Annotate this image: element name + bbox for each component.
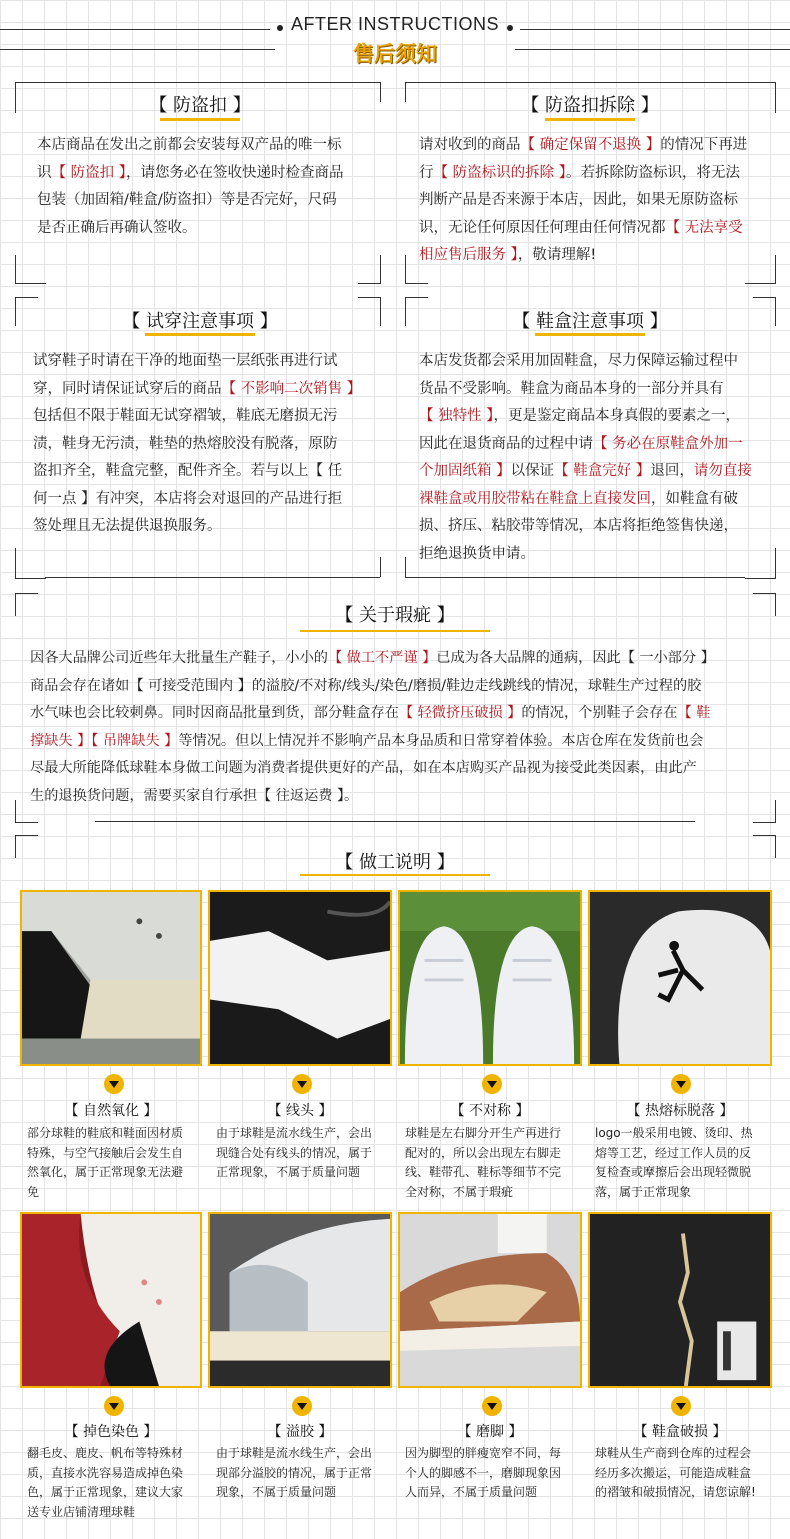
text-span: 因各大品牌公司近些年大批量生产鞋子，小小的 xyxy=(30,650,328,666)
text-span: 识，无论任何原因任何理由任何情况都 xyxy=(419,219,666,236)
text-span: 水气味也会比较刺鼻。同时因商品批量到货，部分鞋盒存在 xyxy=(30,705,399,721)
text-line xyxy=(37,160,377,188)
workmanship-item-text xyxy=(595,1444,775,1503)
text-line: 全对称，不属于瑕疵 xyxy=(405,1184,514,1199)
tryon-title: 【 试穿注意事项 】 xyxy=(122,311,278,332)
text-line: 由于球鞋是流水线生产，会出 xyxy=(216,1126,373,1140)
text-line: 的褶皱和破损情况，请您谅解! xyxy=(595,1485,756,1499)
text-span: 的情况，个别鞋子会存在 xyxy=(521,705,678,721)
text-line: 特殊，与空气接触后会发生自 xyxy=(27,1145,184,1160)
workmanship-item-text xyxy=(27,1444,207,1522)
highlight-span: 【 务必在原鞋盒外加一 xyxy=(593,435,743,452)
frame-edge xyxy=(405,82,406,102)
frame-corner xyxy=(15,82,46,113)
arrow-down-icon xyxy=(671,1074,691,1094)
text-line: 部分球鞋的鞋底和鞋面因材质 xyxy=(27,1126,184,1140)
text-line xyxy=(33,376,378,404)
box-text xyxy=(419,348,774,568)
text-line xyxy=(419,215,769,243)
text-span: 退回， xyxy=(650,463,694,479)
frame-corner xyxy=(358,255,381,284)
highlight-span: 【 做工不严谨 】 xyxy=(327,650,437,666)
arrow-down-icon xyxy=(104,1396,124,1416)
tryon-underline xyxy=(145,333,255,336)
text-line xyxy=(419,132,769,160)
text-line: 翻毛皮、鹿皮、帆布等特殊材 xyxy=(27,1446,184,1460)
text-span: ，请您务必在签收快递时检查商品 xyxy=(125,164,344,181)
text-line: 生的退换货问题，需要买家自行承担【 往返运费 】。 xyxy=(30,787,359,804)
box-title: 【 鞋盒注意事项 】 xyxy=(512,311,668,332)
arrow-down-icon xyxy=(292,1396,312,1416)
frame-corner xyxy=(15,255,46,284)
highlight-span: 【 独特性 】 xyxy=(419,408,494,424)
highlight-span: 【 不影响二次销售 】 xyxy=(221,380,362,397)
arrow-down-icon xyxy=(671,1396,691,1416)
text-line xyxy=(419,458,774,486)
arrow-down-icon xyxy=(482,1396,502,1416)
text-line: 现象，不属于质量问题 xyxy=(216,1485,337,1499)
text-line: 现部分溢胶的情况，属于正常 xyxy=(216,1465,373,1480)
frame-corner xyxy=(745,82,776,113)
flaws-title: 【 关于瑕疵 】 xyxy=(335,605,455,626)
frame-edge xyxy=(405,557,406,577)
frame-corner xyxy=(15,548,46,579)
highlight-span: 撑缺失 】【 吊牌缺失 】 xyxy=(30,732,179,749)
text-line: 配对的，所以会出现左右脚走 xyxy=(405,1145,562,1160)
workmanship-item-text xyxy=(27,1124,207,1202)
text-line xyxy=(30,728,770,756)
workmanship-item-title: 【 线头 】 xyxy=(267,1103,333,1119)
text-line: 现缝合处有线头的情况，属于 xyxy=(216,1145,373,1160)
color-bleed-photo xyxy=(20,1212,202,1388)
frame-corner xyxy=(15,297,38,326)
workmanship-item-text xyxy=(216,1444,396,1503)
highlight-span: 裸鞋盒或用胶带粘在鞋盒上直接发回 xyxy=(419,490,651,507)
frame-bottom xyxy=(45,577,380,578)
text-span: ，如鞋盒有破 xyxy=(651,490,738,507)
frame-corner xyxy=(405,297,428,326)
glue-overflow-photo xyxy=(208,1212,392,1388)
text-span: 因此在退货商品的过程中请 xyxy=(419,435,593,452)
frame-edge xyxy=(380,82,381,102)
highlight-span: 【 防盗扣 】 xyxy=(51,164,126,181)
header-title-cn: 售后须知 xyxy=(353,42,437,66)
text-line: 送专业店铺清理球鞋 xyxy=(27,1504,136,1519)
frame-top xyxy=(405,82,750,83)
removal-title: 【 防盗扣拆除 】 xyxy=(521,95,659,116)
text-line: 是否正确后再确认签收。 xyxy=(37,219,197,236)
text-line: 熔等工艺，经过工作人员的反 xyxy=(595,1145,752,1160)
text-line: 本店商品在发出之前都会安装每双产品的唯一标 xyxy=(37,137,342,153)
anti-theft-title: 【 防盗扣 】 xyxy=(149,95,251,116)
text-line: 球鞋是左右脚分开生产再进行 xyxy=(405,1126,562,1140)
oxidation-photo xyxy=(20,890,202,1066)
text-line: 签处理且无法提供退换服务。 xyxy=(33,518,222,534)
workmanship-item-text xyxy=(405,1444,585,1503)
text-line: 盗扣齐全，鞋盒完整，配件齐全。若与以上【 任 xyxy=(33,463,343,479)
flaws-underline xyxy=(300,630,490,632)
frame-corner xyxy=(753,835,776,858)
text-span: 等情况。但以上情况并不影响产品本身品质和日常穿着体验。本店仓库在发货前也会 xyxy=(178,732,704,749)
text-span: 以保证 xyxy=(510,463,555,479)
text-span: ，更是鉴定商品本身真假的要素之一， xyxy=(493,408,740,424)
text-line xyxy=(30,645,770,673)
highlight-span: 【 鞋 xyxy=(677,705,711,721)
highlight-span: 个加固纸箱 】 xyxy=(419,463,511,479)
frame-bottom xyxy=(95,821,695,822)
arrow-down-icon xyxy=(482,1074,502,1094)
header-title-en: AFTER INSTRUCTIONS xyxy=(290,14,499,34)
text-line: 免 xyxy=(27,1184,40,1199)
highlight-span: 【 确定保留不退换 】 xyxy=(520,137,661,153)
box-damage-photo xyxy=(588,1212,772,1388)
highlight-span: 请勿直接 xyxy=(693,463,752,479)
flaws-text xyxy=(30,645,770,810)
frame-corner xyxy=(753,593,776,616)
text-line: 包装（加固箱/鞋盒/防盗扣）等是否完好，尺码 xyxy=(37,192,337,208)
anti-theft-underline xyxy=(160,118,240,121)
frame-corner xyxy=(15,593,38,616)
frame-corner xyxy=(753,297,776,326)
highlight-span: 【 无法享受 xyxy=(665,219,743,236)
text-line: 落，属于正常现象 xyxy=(595,1184,692,1199)
text-span: 。若拆除防盗标识，将无法 xyxy=(565,164,740,181)
removal-underline xyxy=(545,118,635,121)
text-line: 人而异，不属于质量问题 xyxy=(405,1485,538,1499)
text-span: 识 xyxy=(37,164,52,181)
text-span: ，敬请理解! xyxy=(517,247,597,263)
arrow-down-icon xyxy=(104,1074,124,1094)
workmanship-underline xyxy=(300,874,490,876)
text-line: 渍，鞋身无污渍，鞋垫的热熔胶没有脱落，原防 xyxy=(33,435,338,452)
frame-corner xyxy=(15,835,38,858)
text-line: 因为脚型的胖瘦宽窄不同，每 xyxy=(405,1446,562,1460)
text-line xyxy=(419,431,774,459)
logo-peel-photo xyxy=(588,890,772,1066)
text-line: 然氧化，属于正常现象无法避 xyxy=(27,1165,184,1179)
workmanship-item-title: 【 溢胶 】 xyxy=(267,1424,333,1440)
text-line: 色，属于正常现象，建议大家 xyxy=(27,1485,184,1499)
workmanship-item-title: 【 热熔标脱落 】 xyxy=(626,1103,734,1119)
text-line: 由于球鞋是流水线生产，会出 xyxy=(216,1446,373,1460)
rubbing-photo xyxy=(398,1212,582,1388)
workmanship-item-title: 【 掉色染色 】 xyxy=(64,1424,158,1440)
frame-top xyxy=(45,82,380,83)
frame-bottom xyxy=(405,577,745,578)
removal-text xyxy=(419,132,769,270)
text-line: logo一般采用电镀、烫印、热 xyxy=(595,1126,753,1140)
text-line xyxy=(419,160,769,188)
text-line: 正常现象，不属于质量问题 xyxy=(216,1165,361,1179)
workmanship-item-title: 【 鞋盒破损 】 xyxy=(633,1424,727,1440)
text-line: 何一点 】有冲突，本店将会对退回的产品进行拒 xyxy=(33,490,343,507)
asymmetry-photo xyxy=(398,890,582,1066)
text-line xyxy=(419,403,774,431)
highlight-span: 【 鞋盒完好 】 xyxy=(554,463,651,479)
arrow-down-icon xyxy=(292,1074,312,1094)
workmanship-item-text xyxy=(216,1124,396,1183)
anti-theft-text xyxy=(37,132,377,242)
highlight-span: 【 轻微挤压破损 】 xyxy=(398,705,522,721)
frame-corner xyxy=(358,297,381,326)
text-line xyxy=(419,242,769,270)
text-line: 本店发货都会采用加固鞋盒，尽力保障运输过程中 xyxy=(419,353,738,369)
workmanship-title: 【 做工说明 】 xyxy=(335,852,455,873)
thread-photo xyxy=(208,890,392,1066)
tryon-text xyxy=(33,348,378,541)
text-line: 质，直接水洗容易造成掉色染 xyxy=(27,1465,184,1480)
text-line: 试穿鞋子时请在干净的地面垫一层纸张再进行试 xyxy=(33,353,338,369)
text-line: 个人的脚感不一，磨脚现象因 xyxy=(405,1465,562,1480)
text-span: 穿，同时请保证试穿后的商品 xyxy=(33,380,222,397)
workmanship-item-title: 【 磨脚 】 xyxy=(457,1424,523,1440)
text-line xyxy=(419,486,774,514)
text-line xyxy=(30,700,770,728)
text-line: 商品会存在诸如【 可接受范围内 】的溢胶/不对称/线头/染色/磨损/鞋边走线跳线的情况，球鞋生产过程的胶 xyxy=(30,677,702,694)
text-span: 的情况下再进 xyxy=(660,137,748,153)
text-span: 已成为各大品牌的通病，因此【 一小部分 】 xyxy=(436,650,715,666)
frame-edge xyxy=(380,557,381,577)
text-line: 包括但不限于鞋面无试穿褶皱，鞋底无磨损无污 xyxy=(33,408,338,424)
text-span: 行 xyxy=(419,164,434,181)
highlight-span: 相应售后服务 】 xyxy=(419,247,518,263)
highlight-span: 【 防盗标识的拆除 】 xyxy=(433,164,566,181)
workmanship-item-text xyxy=(405,1124,585,1202)
text-span: 请对收到的商品 xyxy=(419,137,521,153)
text-line: 经历多次搬运，可能造成鞋盒 xyxy=(595,1465,752,1480)
box-underline xyxy=(535,333,645,336)
workmanship-item-title: 【 不对称 】 xyxy=(450,1103,530,1119)
text-line: 线、鞋带孔、鞋标等细节不完 xyxy=(405,1165,562,1179)
text-line: 货品不受影响。鞋盒为商品本身的一部分并具有 xyxy=(419,380,724,397)
text-line: 尽最大所能降低球鞋本身做工问题为消费者提供更好的产品，如在本店购买产品视为接受此类因素，由此产 xyxy=(30,760,697,776)
text-line: 复检查或摩擦后会出现轻微脱 xyxy=(595,1165,752,1179)
text-line: 判断产品是否来源于本店，因此，如果无原防盗标 xyxy=(419,192,738,208)
text-line: 拒绝退换货申请。 xyxy=(419,545,535,562)
workmanship-item-text xyxy=(595,1124,775,1202)
workmanship-item-title: 【 自然氧化 】 xyxy=(64,1103,158,1119)
text-line: 球鞋从生产商到仓库的过程会 xyxy=(595,1446,752,1460)
text-line: 损、挤压、粘胶带等情况，本店将拒绝签售快递， xyxy=(419,518,738,534)
